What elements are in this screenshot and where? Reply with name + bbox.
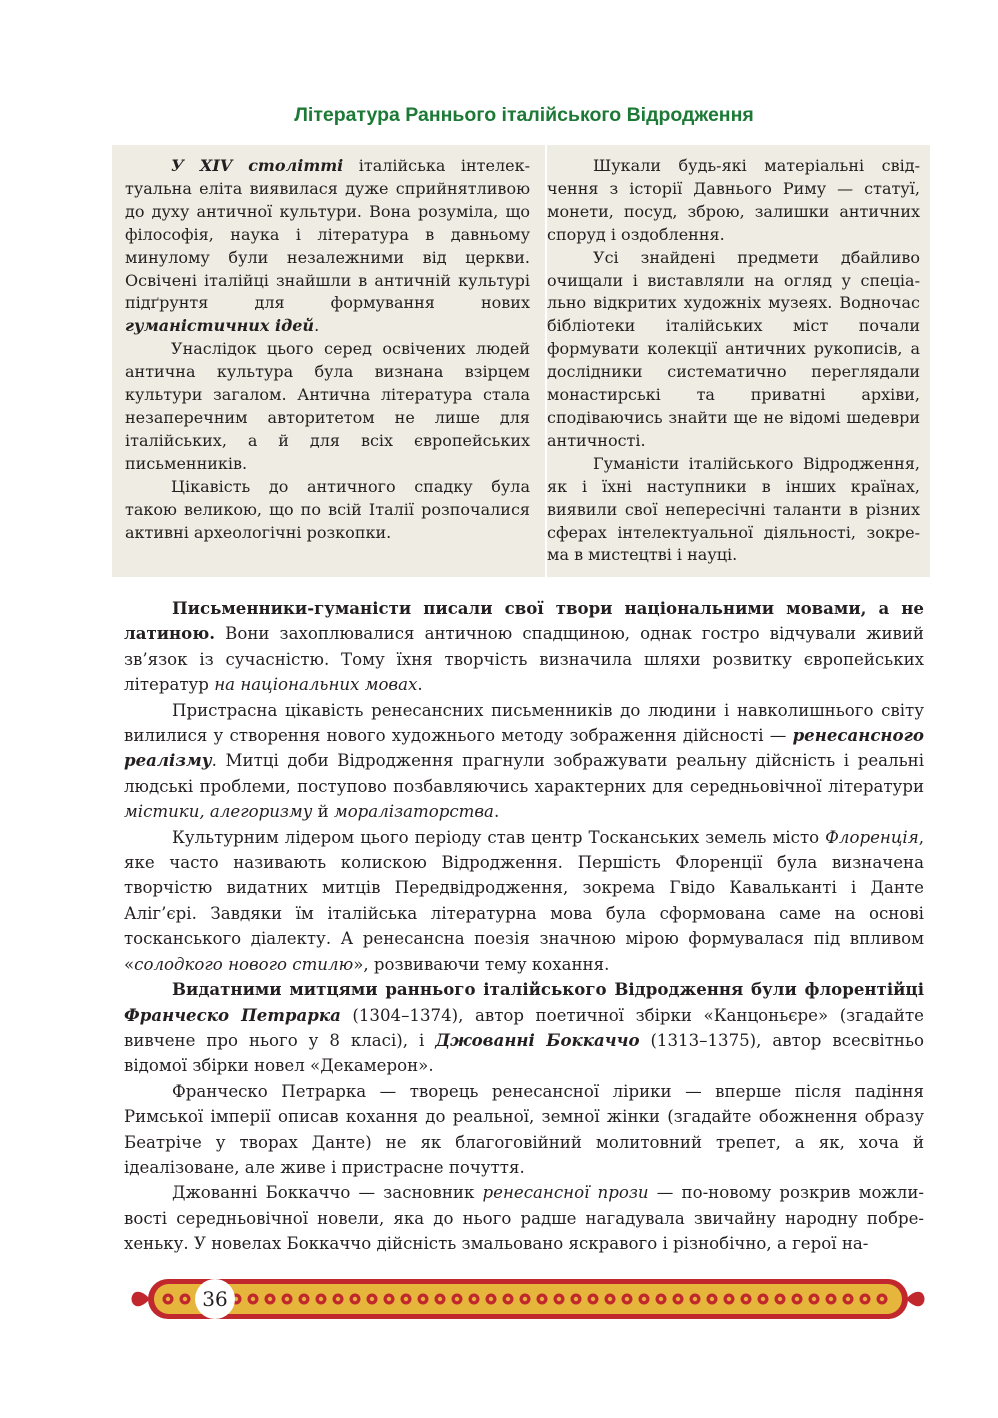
- ornament-scroll-left: [133, 1293, 148, 1305]
- ornament-flower-center: [472, 1297, 476, 1301]
- ornament-flower-center: [387, 1297, 391, 1301]
- ornament-flower-center: [795, 1297, 799, 1301]
- emphasis-text: ренесансного реалізму: [124, 725, 924, 771]
- box-right-paragraph: [547, 453, 920, 568]
- ornament-flower-center: [370, 1297, 374, 1301]
- ornament-flower-center: [761, 1297, 765, 1301]
- ornament-flower-center: [421, 1297, 425, 1301]
- ornament-flower-center: [778, 1297, 782, 1301]
- text-run: . Митці доби Відродження прагнули зображувати реальну дійсність і реальні людські проблеми, поступово позбавляючись характерних для середньовічної літератури: [124, 751, 924, 796]
- ornament-flower-center: [625, 1297, 629, 1301]
- main-text: [124, 596, 924, 1257]
- ornament-flower-center: [574, 1297, 578, 1301]
- emphasis-text: Джованні Боккаччо: [435, 1029, 640, 1050]
- box-right-paragraph: [547, 247, 920, 453]
- ornament-flower-center: [863, 1297, 867, 1301]
- main-paragraph: [124, 977, 924, 1079]
- text-run: й: [312, 802, 334, 822]
- emphasis-text: Письменники-гуманісти писали свої твори національними мовами, а не латиною.: [124, 598, 924, 644]
- text-run: Пристрасна цікавість ренесансних письменників до людини і навколишнього світу вилилися у створення нового художнього методу зображення дійсності —: [124, 700, 924, 746]
- emphasis-text: гуманістичних ідей: [125, 316, 315, 336]
- footer-ornament: [128, 1274, 928, 1324]
- emphasis-text: Франческо Петрарка: [124, 1004, 341, 1025]
- box-left-paragraph: [125, 476, 530, 545]
- text-run: , яке часто називають колискою Відродження. Першість Флоренції була визначена творчістю видатних митців Передвідродження, зокрема Гвідо Кавальканті і Данте Аліг’єрі. Завдяки їм італійська літературна мова була сформована саме на основі тосканського діалекту. А ренесансна поезія значною мірою формувалася під впливом «: [124, 827, 924, 974]
- ornament-flower-center: [812, 1297, 816, 1301]
- text-run: — по-новому розкрив можливості середньовічної новели, яка до нього радше нагадувала звичайну народну побрехеньку. У новелах Боккаччо дійсність змальовано яскравого і різнобічно, а герої на-: [124, 1183, 924, 1254]
- emphasis-text: Флоренція: [825, 827, 919, 847]
- page-number: 36: [202, 1287, 228, 1311]
- ornament-flower-center: [744, 1297, 748, 1301]
- ornament-scroll-right: [908, 1293, 923, 1305]
- ornament-flower-center: [608, 1297, 612, 1301]
- ornament-flower-center: [523, 1297, 527, 1301]
- sidebar-box-right: [547, 145, 930, 577]
- text-run: Культурним лідером цього періоду став центр Тосканських земель місто: [172, 827, 826, 847]
- emphasis-text: солодкого нового стилю: [134, 954, 354, 974]
- ornament-flower-center: [489, 1297, 493, 1301]
- ornament-flower-center: [319, 1297, 323, 1301]
- ornament-flower-center: [455, 1297, 459, 1301]
- text-run: Шукали будь-які матеріальні свідчення з історії Давнього Риму — статуї, монети, посуд, зброю, залишки античних споруд і оздоблення.: [547, 156, 920, 244]
- text-run: .: [493, 802, 500, 822]
- ornament-flower-center: [693, 1297, 697, 1301]
- ornament-flower-center: [302, 1297, 306, 1301]
- box-left-paragraph: [125, 338, 530, 475]
- emphasis-text: містики, алегоризму: [124, 802, 313, 822]
- ornament-flower-center: [166, 1297, 170, 1301]
- text-run: .: [417, 675, 423, 695]
- main-paragraph: [124, 1180, 924, 1256]
- text-run: .: [314, 316, 320, 336]
- page-title: Література Раннього італійського Відродження: [294, 104, 754, 126]
- text-run: Усі знайдені предмети дбайливо очищали і виставляли на огляд у спеціально відкритих художніх музеях. Водночас бібліотеки італійських міст почали формувати колекції античних рукописів, а дослідники систематично переглядали монастирські та приватні архіви, сподіваючись знайти ще не відомі шедеври античності.: [547, 247, 920, 450]
- text-run: Унаслідок цього серед освічених людей антична культура була визнана взірцем культури загалом. Антична література стала незаперечним авторитетом не лише для італійських, а й для всіх європейських письменників.: [125, 339, 530, 473]
- text-run: Вони захоплювалися античною спадщиною, однак гостро відчували живий зв’язок із сучасністю. Тому їхня творчість визначила шляхи розвитку європейських літератур: [124, 624, 924, 695]
- ornament-flower-center: [353, 1297, 357, 1301]
- ornament-flower-center: [642, 1297, 646, 1301]
- ornament-flower-center: [336, 1297, 340, 1301]
- text-run: Цікавість до античного спадку була такою великою, що по всій Італії розпочалися активні археологічні розкопки.: [125, 476, 530, 542]
- text-run: Гуманісти італійського Відродження, як і їхні наступники в інших країнах, виявили свої непересічні таланти в різних сферах інтелектуальної діяльності, зокрема в мистецтві і науці.: [547, 453, 920, 565]
- text-run: Джованні Боккаччо — засновник: [172, 1183, 483, 1203]
- text-run: (1304–1374), автор поетичної збірки «Канцоньєре» (згадайте вивчене про нього у 8 класі), і: [124, 1005, 924, 1050]
- ornament-flower-center: [506, 1297, 510, 1301]
- main-paragraph: [124, 1079, 924, 1181]
- text-run: », розвиваючи тему кохання.: [353, 954, 610, 974]
- ornament-flower-center: [591, 1297, 595, 1301]
- sidebar-box-left: [112, 145, 545, 577]
- ornament-flower-center: [727, 1297, 731, 1301]
- ornament-flower-center: [659, 1297, 663, 1301]
- ornament-flower-center: [540, 1297, 544, 1301]
- ornament-flower-center: [829, 1297, 833, 1301]
- text-run: італійська інтелектуальна еліта виявилася дуже сприйнятливою до духу античної культури. Вона розуміла, що філософія, наука і література в давньому минулому були незалежними від церкви. Освічені італійці знайшли в античній культурі підґрунтя для формування нових: [125, 156, 530, 313]
- ornament-flower-center: [268, 1297, 272, 1301]
- emphasis-text: на національних мовах: [214, 675, 418, 695]
- ornament-flower-center: [404, 1297, 408, 1301]
- main-paragraph: [124, 698, 924, 825]
- ornament-flower-center: [846, 1297, 850, 1301]
- ornament-flower-center: [676, 1297, 680, 1301]
- text-run: (1313–1375), автор всесвітньо відомої збірки новел «Декамерон».: [124, 1030, 924, 1076]
- ornament-flower-center: [557, 1297, 561, 1301]
- ornament-flower-center: [710, 1297, 714, 1301]
- emphasis-text: У XIV столітті: [171, 156, 344, 175]
- ornament-flower-center: [438, 1297, 442, 1301]
- ornament-flower-center: [285, 1297, 289, 1301]
- main-paragraph: [124, 596, 924, 698]
- text-run: Франческо Петрарка — творець ренесансної лірики — вперше після падіння Римської імперії описав кохання до реальної, земної жінки (згадайте обожнення образу Беатріче у творах Данте) не як благоговійний молитовний трепет, а як, хоча й ідеалізоване, але живе і пристрасне почуття.: [124, 1081, 924, 1177]
- box-left-paragraph: [125, 155, 530, 338]
- main-paragraph: [124, 825, 924, 977]
- emphasis-text: моралізаторства: [333, 802, 494, 822]
- emphasis-text: ренесансної прози: [482, 1183, 649, 1203]
- ornament-flower-center: [880, 1297, 884, 1301]
- box-right-paragraph: [547, 155, 920, 247]
- ornament-flower-center: [183, 1297, 187, 1301]
- emphasis-text: Видатними митцями раннього італійського Відродження були флорентійці: [172, 979, 924, 1000]
- ornament-flower-center: [251, 1297, 255, 1301]
